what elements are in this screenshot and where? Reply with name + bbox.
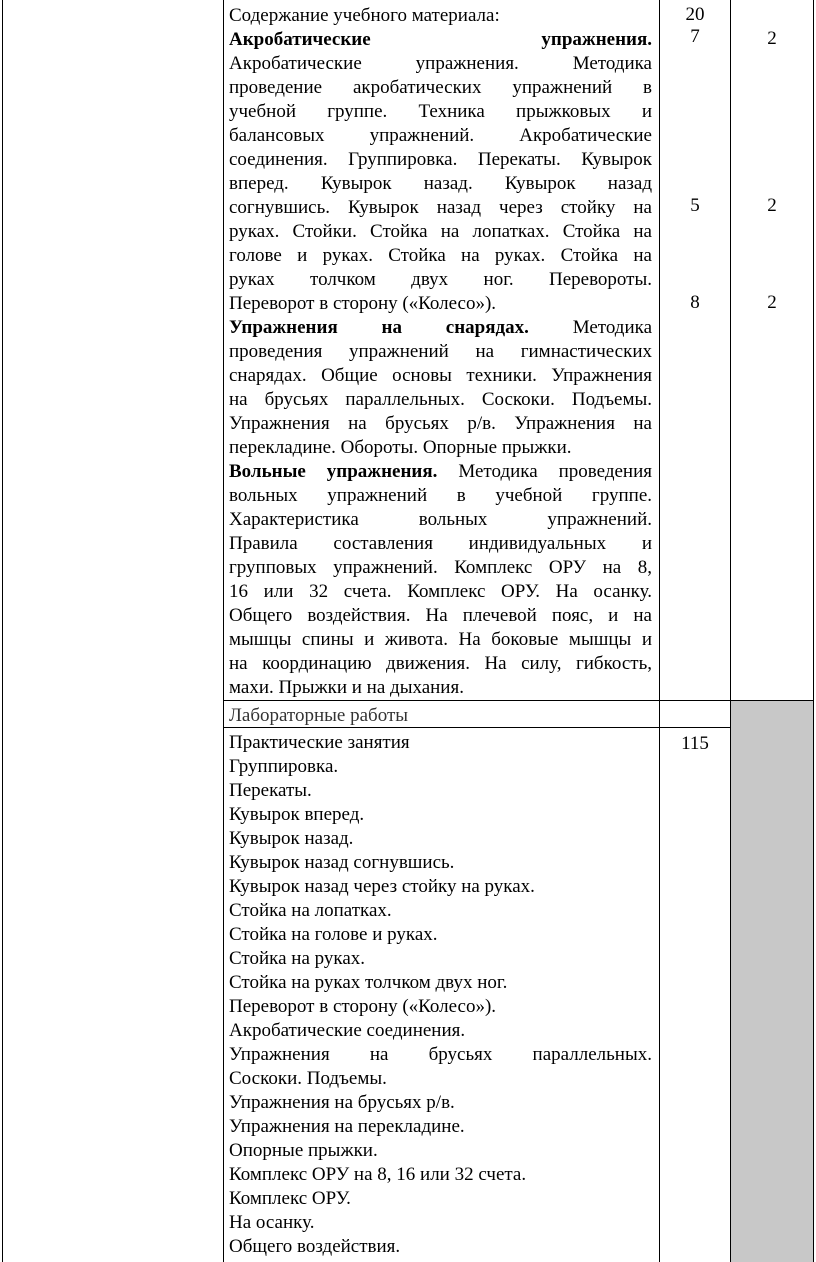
practice-item: Упражнения на брусьях р/в. bbox=[229, 1092, 455, 1113]
level-value: 2 bbox=[767, 292, 777, 313]
table-border-right bbox=[813, 0, 814, 1262]
practice-item: Перекаты. bbox=[229, 780, 312, 801]
practice-item: Стойка на руках. bbox=[229, 948, 365, 969]
practice-item: Общего воздействия. bbox=[229, 1236, 401, 1257]
practice-item: Стойка на руках толчком двух ног. bbox=[229, 972, 508, 993]
shaded-level-cell bbox=[731, 701, 813, 1262]
hours-value: 8 bbox=[690, 292, 700, 313]
practice-item: Комплекс ОРУ. bbox=[229, 1188, 351, 1209]
apparatus-title: Упражнения на снарядах. bbox=[229, 317, 529, 338]
free-line: Общего воздействия. На плечевой пояс, и на bbox=[229, 605, 652, 626]
level-value: 2 bbox=[767, 195, 777, 216]
column-divider-3 bbox=[730, 0, 731, 1262]
free-line: 16 или 32 счета. Комплекс ОРУ. На осанку. bbox=[229, 581, 652, 602]
free-line: мышцы спины и живота. На боковые мышцы и bbox=[229, 629, 652, 650]
hours-value: 5 bbox=[690, 195, 700, 216]
free-first-rest: Методика проведения bbox=[458, 461, 652, 482]
hours-value: 7 bbox=[690, 26, 700, 47]
acrobatic-line: голове и руках. Стойка на руках. Стойка на bbox=[229, 245, 652, 266]
acrobatic-line: соединения. Группировка. Перекаты. Кувырок bbox=[229, 149, 652, 170]
practice-item: Опорные прыжки. bbox=[229, 1140, 378, 1161]
practice-item: Кувырок назад через стойку на руках. bbox=[229, 876, 535, 897]
practice-item: На осанку. bbox=[229, 1212, 315, 1233]
acrobatic-line: руках. Стойки. Стойка на лопатках. Стойка на bbox=[229, 221, 652, 242]
apparatus-line: проведения упражнений на гимнастических bbox=[229, 341, 652, 362]
apparatus-line: снарядах. Общие основы техники. Упражнения bbox=[229, 365, 652, 386]
practice-content bbox=[229, 731, 652, 1259]
free-line: на координацию движения. На силу, гибкость, bbox=[229, 653, 652, 674]
acrobatic-last-line: Переворот в сторону («Колесо»). bbox=[229, 293, 497, 314]
table-border-left bbox=[2, 0, 3, 1262]
hours-value: 20 bbox=[685, 4, 705, 25]
row-divider-lab-top bbox=[223, 700, 814, 701]
free-title: Вольные упражнения. bbox=[229, 461, 438, 482]
apparatus-last-line: перекладине. Обороты. Опорные прыжки. bbox=[229, 437, 572, 458]
practice-item: Кувырок назад. bbox=[229, 828, 354, 849]
level-value: 2 bbox=[767, 28, 777, 49]
practice-hours: 115 bbox=[681, 733, 709, 754]
lab-works-row bbox=[229, 704, 652, 728]
acrobatic-line: вперед. Кувырок назад. Кувырок назад bbox=[229, 173, 652, 194]
acrobatic-line: балансовых упражнений. Акробатические bbox=[229, 125, 652, 146]
column-divider-1 bbox=[223, 0, 224, 1262]
practice-heading: Практические занятия bbox=[229, 732, 410, 753]
practice-item: Переворот в сторону («Колесо»). bbox=[229, 996, 497, 1017]
practice-item: Стойка на лопатках. bbox=[229, 900, 392, 921]
apparatus-line: на брусьях параллельных. Соскоки. Подъемы. bbox=[229, 389, 652, 410]
acrobatic-line: учебной группе. Техника прыжковых и bbox=[229, 101, 652, 122]
practice-item: Группировка. bbox=[229, 756, 339, 777]
apparatus-first-rest: Методика bbox=[572, 317, 652, 338]
free-title-line bbox=[229, 460, 652, 484]
apparatus-title-line bbox=[229, 316, 652, 340]
practice-item: Соскоки. Подъемы. bbox=[229, 1068, 387, 1089]
lab-works-label: Лабораторные работы bbox=[229, 705, 409, 726]
acrobatic-line: проведение акробатических упражнений в bbox=[229, 77, 652, 98]
content-heading: Содержание учебного материала: bbox=[229, 5, 500, 26]
apparatus-line: Упражнения на брусьях р/в. Упражнения на bbox=[229, 413, 652, 434]
practice-item: Упражнения на брусьях параллельных. bbox=[229, 1044, 652, 1065]
practice-item: Кувырок вперед. bbox=[229, 804, 365, 825]
practice-item: Упражнения на перекладине. bbox=[229, 1116, 465, 1137]
practice-item: Стойка на голове и руках. bbox=[229, 924, 438, 945]
free-line: Характеристика вольных упражнений. bbox=[229, 509, 652, 530]
acrobatic-line: Акробатические упражнения. Методика bbox=[229, 53, 652, 74]
acrobatic-line: согнувшись. Кувырок назад через стойку на bbox=[229, 197, 652, 218]
free-line: групповых упражнений. Комплекс ОРУ на 8, bbox=[229, 557, 652, 578]
lecture-content bbox=[229, 4, 652, 700]
practice-item: Акробатические соединения. bbox=[229, 1020, 466, 1041]
acrobatic-title-line bbox=[229, 28, 652, 52]
column-divider-2 bbox=[659, 0, 660, 1262]
practice-item: Кувырок назад согнувшись. bbox=[229, 852, 455, 873]
acrobatic-line: руках толчком двух ног. Перевороты. bbox=[229, 269, 652, 290]
practice-item: Комплекс ОРУ на 8, 16 или 32 счета. bbox=[229, 1164, 527, 1185]
free-last-line: махи. Прыжки и на дыхания. bbox=[229, 677, 464, 698]
free-line: вольных упражнений в учебной группе. bbox=[229, 485, 652, 506]
acrobatic-title: Акробатические упражнения. bbox=[229, 29, 652, 50]
free-line: Правила составления индивидуальных и bbox=[229, 533, 652, 554]
